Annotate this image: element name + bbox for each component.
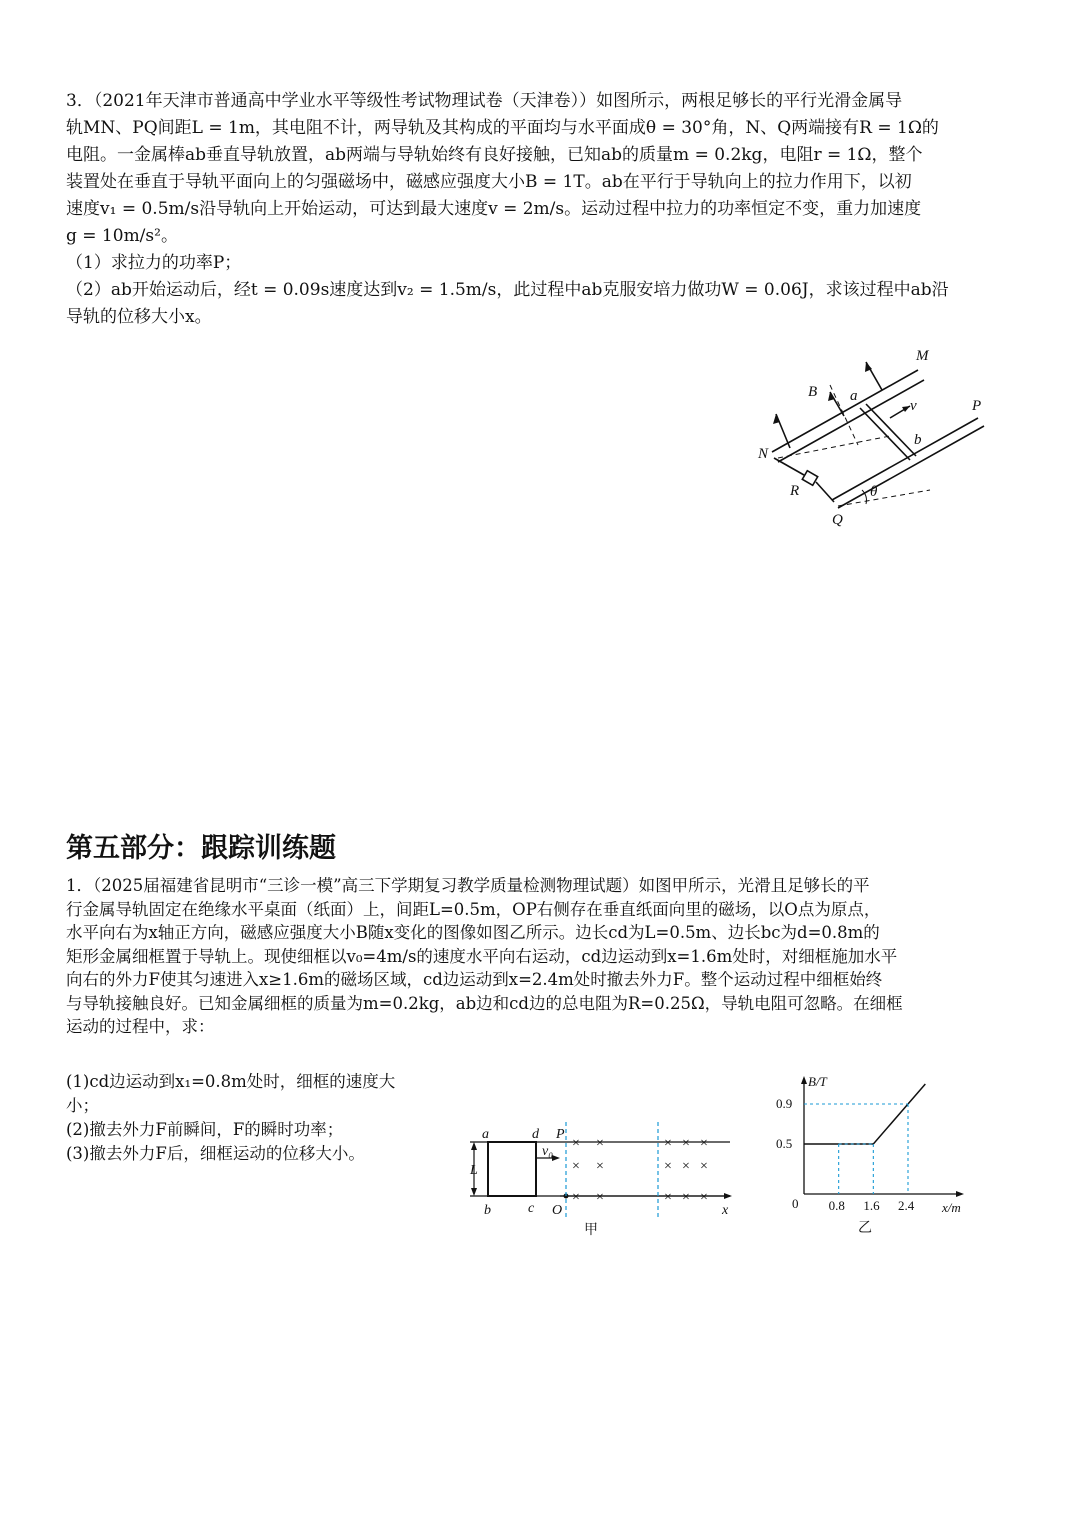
q3-line: 装置处在垂直于导轨平面向上的匀强磁场中，磁感应强度大小B = 1T。ab在平行于导轨向上的拉力作用下，以初 bbox=[66, 172, 912, 192]
label-B: B bbox=[808, 384, 818, 400]
yi-caption: 乙 bbox=[858, 1221, 872, 1236]
q3-line: 速度v₁ = 0.5m/s沿导轨向上开始运动，可达到最大速度v = 2m/s。运动过程中拉力的功率恒定不变，重力加速度 bbox=[66, 199, 922, 219]
q1-part: (1)cd边运动到x₁=0.8m处时，细框的速度大 bbox=[66, 1072, 396, 1091]
field-cross: × bbox=[700, 1136, 708, 1151]
label-P: P bbox=[972, 398, 982, 414]
x-tick-label: 1.6 bbox=[863, 1198, 880, 1213]
fig-jia bbox=[464, 1120, 754, 1240]
q1-line: 运动的过程中，求： bbox=[66, 1017, 215, 1036]
section-title: 第五部分：跟踪训练题 bbox=[66, 833, 336, 864]
field-cross: × bbox=[682, 1190, 690, 1205]
fig-yi-chart bbox=[770, 1070, 980, 1240]
label-v: v bbox=[910, 398, 917, 414]
q1-line: 向右的外力F使其匀速进入x≥1.6m的磁场区域，cd边运动到x=2.4m处时撤去外力F。整个运动过程中细框始终 bbox=[66, 970, 883, 989]
jia-label-x: x bbox=[722, 1203, 729, 1218]
q3-line: （1）求拉力的功率P； bbox=[66, 253, 242, 273]
field-cross: × bbox=[572, 1190, 580, 1205]
q3-line: 3．（2021年天津市普通高中学业水平等级性考试物理试卷（天津卷））如图所示，两根足够长的平行光滑金属导 bbox=[66, 91, 903, 111]
field-cross: × bbox=[572, 1159, 580, 1174]
q1-part: 小； bbox=[66, 1096, 99, 1115]
label-theta: θ bbox=[870, 484, 878, 500]
jia-label-L: L bbox=[470, 1163, 478, 1178]
field-cross: × bbox=[596, 1136, 604, 1151]
field-cross: × bbox=[664, 1190, 672, 1205]
field-cross: × bbox=[572, 1136, 580, 1151]
x-tick-label: 2.4 bbox=[898, 1198, 915, 1213]
q1-part: (2)撤去外力F前瞬间，F的瞬时功率； bbox=[66, 1120, 344, 1139]
q3-line: 轨MN、PQ间距L = 1m，其电阻不计，两导轨及其构成的平面均与水平面成θ = 30°角，N、Q两端接有R = 1Ω的 bbox=[66, 118, 939, 138]
jia-label-P: P bbox=[556, 1127, 565, 1142]
q3-line: 电阻。一金属棒ab垂直导轨放置，ab两端与导轨始终有良好接触，已知ab的质量m = 0.2kg，电阻r = 1Ω，整个 bbox=[66, 145, 923, 165]
y-tick-label: 0.5 bbox=[776, 1136, 793, 1151]
label-Q: Q bbox=[832, 512, 843, 528]
field-cross: × bbox=[682, 1136, 690, 1151]
q3-rails-figure bbox=[750, 340, 1000, 530]
field-cross: × bbox=[700, 1190, 708, 1205]
q1-line: 水平向右为x轴正方向，磁感应强度大小B随x变化的图像如图乙所示。边长cd为L=0.5m、边长bc为d=0.8m的 bbox=[66, 923, 880, 942]
jia-label-a: a bbox=[482, 1127, 489, 1142]
q1-line: 与导轨接触良好。已知金属细框的质量为m=0.2kg，ab边和cd边的总电阻为R=0.25Ω，导轨电阻可忽略。在细框 bbox=[66, 993, 903, 1013]
jia-label-d: d bbox=[532, 1127, 539, 1142]
yi-xlabel: x/m bbox=[942, 1200, 961, 1215]
q3-line: （2）ab开始运动后，经t = 0.09s速度达到v₂ = 1.5m/s，此过程中ab克服安培力做功W = 0.06J，求该过程中ab沿 bbox=[66, 280, 949, 300]
y-tick-label: 0.9 bbox=[776, 1096, 793, 1111]
label-b: b bbox=[914, 432, 922, 448]
q1-part: (3)撤去外力F后，细框运动的位移大小。 bbox=[66, 1144, 365, 1163]
jia-label-c: c bbox=[528, 1201, 535, 1216]
field-cross: × bbox=[682, 1159, 690, 1174]
yi-ylabel: B/T bbox=[808, 1074, 827, 1089]
jia-caption: 甲 bbox=[584, 1223, 598, 1238]
yi-origin: 0 bbox=[792, 1196, 799, 1211]
x-tick-label: 0.8 bbox=[828, 1198, 845, 1213]
q1-line: 矩形金属细框置于导轨上。现使细框以v₀=4m/s的速度水平向右运动，cd边运动到x=1.6m处时，对细框施加水平 bbox=[66, 946, 898, 966]
series-line bbox=[804, 1084, 925, 1144]
jia-label-O: O bbox=[552, 1203, 563, 1218]
label-R: R bbox=[790, 483, 800, 499]
field-cross: × bbox=[596, 1159, 604, 1174]
q3-line: g = 10m/s²。 bbox=[66, 226, 178, 246]
field-cross: × bbox=[664, 1159, 672, 1174]
field-cross: × bbox=[596, 1190, 604, 1205]
label-a: a bbox=[850, 388, 858, 404]
label-M: M bbox=[916, 348, 929, 364]
field-cross: × bbox=[664, 1136, 672, 1151]
q1-line: 行金属导轨固定在绝缘水平桌面（纸面）上，间距L=0.5m，OP右侧存在垂直纸面向里的磁场，以O点为原点， bbox=[66, 899, 881, 919]
q1-text bbox=[66, 874, 1016, 1039]
q3-text bbox=[66, 88, 1016, 331]
field-cross: × bbox=[700, 1159, 708, 1174]
q3-line: 导轨的位移大小x。 bbox=[66, 307, 212, 327]
q1-parts bbox=[66, 1070, 446, 1166]
label-N: N bbox=[758, 446, 769, 462]
q1-line: 1．（2025届福建省昆明市“三诊一模”高三下学期复习教学质量检测物理试题）如图甲所示，光滑且足够长的平 bbox=[66, 876, 870, 895]
jia-label-v0: v₀ bbox=[542, 1144, 554, 1159]
jia-label-b: b bbox=[484, 1203, 491, 1218]
